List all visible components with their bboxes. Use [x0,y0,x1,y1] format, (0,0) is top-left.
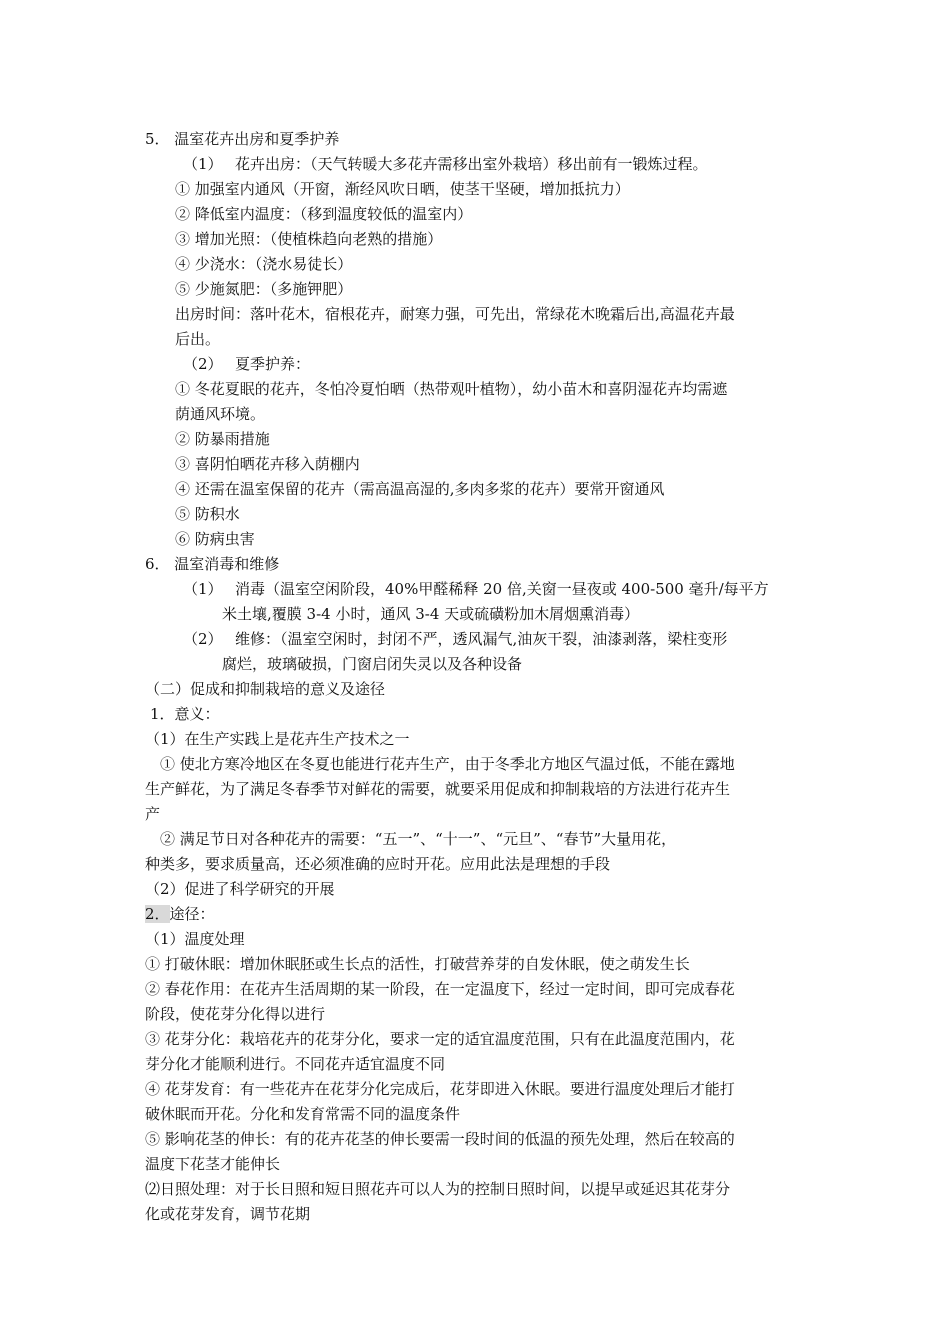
list-item: ③ 花芽分化：栽培花卉的花芽分化，要求一定的适宜温度范围，只有在此温度范围内，花 [145,1030,735,1048]
paragraph-line: ① 使北方寒冷地区在冬夏也能进行花卉生产，由于冬季北方地区气温过低，不能在露地 [160,755,735,773]
subsection-title-text: 途径： [169,905,215,923]
paragraph-line: 消毒（温室空闲阶段，40%甲醛稀释 20 倍,关窗一昼夜或 400-500 毫升/每平方 [235,580,769,598]
list-item: ⑤ 防积水 [175,505,240,523]
subsection-title: 1．意义： [150,705,220,723]
highlighted-number: 2． [145,905,170,923]
paragraph-line: （1）在生产实践上是花卉生产技术之一 [145,730,410,748]
paragraph-line: 化或花芽发育，调节花期 [145,1205,311,1223]
item-1-number: （1） [183,155,223,173]
paragraph-line: （2）促进了科学研究的开展 [145,880,335,898]
list-item-continued: 荫通风环境。 [175,405,266,423]
list-item-continued: 芽分化才能顺利进行。不同花卉适宜温度不同 [145,1055,446,1073]
part-2-title: （二）促成和抑制栽培的意义及途径 [145,680,386,698]
paragraph-line: 后出。 [175,330,221,348]
paragraph-line: 种类多，要求质量高，还必须准确的应时开花。应用此法是理想的手段 [145,855,611,873]
subsection-title [145,902,215,927]
paragraph-line: 生产鲜花，为了满足冬春季节对鲜花的需要，就要采用促成和抑制栽培的方法进行花卉生 [145,780,731,798]
list-item: ① 打破休眠：增加休眠胚或生长点的活性，打破营养芽的自发休眠，使之萌发生长 [145,955,690,973]
list-item-continued: 阶段，使花芽分化得以进行 [145,1005,326,1023]
list-item: ⑥ 防病虫害 [175,530,255,548]
section-5-title: 5． 温室花卉出房和夏季护养 [145,130,340,148]
list-item: ③ 增加光照：（使植株趋向老熟的措施） [175,230,443,248]
paragraph-line: 腐烂，玻璃破损，门窗启闭失灵以及各种设备 [222,655,523,673]
section-6-title: 6． 温室消毒和维修 [145,555,280,573]
list-item: ⑤ 影响花茎的伸长：有的花卉花茎的伸长要需一段时间的低温的预先处理，然后在较高的 [145,1130,735,1148]
item-1-text: 花卉出房：（天气转暖大多花卉需移出室外栽培）移出前有一锻炼过程。 [235,155,708,173]
list-item: ④ 花芽发育：有一些花卉在花芽分化完成后，花芽即进入休眠。要进行温度处理后才能打 [145,1080,735,1098]
paragraph-line: （1）温度处理 [145,930,245,948]
item-2-number: （2） [183,630,223,648]
list-item: ④ 少浇水：（浇水易徒长） [175,255,353,273]
list-item: ③ 喜阴怕晒花卉移入荫棚内 [175,455,360,473]
list-item: ② 降低室内温度：（移到温度较低的温室内） [175,205,473,223]
item-1-number: （1） [183,580,223,598]
paragraph-line: 出房时间：落叶花木，宿根花卉，耐寒力强，可先出，常绿花木晚霜后出,高温花卉最 [175,305,735,323]
item-2-number: （2） [183,355,223,373]
list-item: ④ 还需在温室保留的花卉（需高温高湿的,多肉多浆的花卉）要常开窗通风 [175,480,665,498]
list-item-continued: 温度下花茎才能伸长 [145,1155,281,1173]
paragraph-line: 维修：（温室空闲时，封闭不严，透风漏气,油灰干裂，油漆剥落，梁柱变形 [235,630,728,648]
list-item-continued: 破休眠而开花。分化和发育常需不同的温度条件 [145,1105,461,1123]
paragraph-line: ⑵日照处理：对于长日照和短日照花卉可以人为的控制日照时间，以提早或延迟其花芽分 [145,1180,731,1198]
paragraph-line: 产 [145,805,161,823]
list-item: ② 春花作用：在花卉生活周期的某一阶段，在一定温度下，经过一定时间，即可完成春花 [145,980,735,998]
list-item: ⑤ 少施氮肥：（多施钾肥） [175,280,353,298]
item-2-text: 夏季护养： [235,355,311,373]
paragraph-line: ② 满足节日对各种花卉的需要：“五一”、“十一”、“元旦”、“春节”大量用花， [160,830,677,848]
list-item: ① 冬花夏眠的花卉，冬怕冷夏怕晒（热带观叶植物），幼小苗木和喜阴湿花卉均需遮 [175,380,728,398]
paragraph-line: 米土壤,覆膜 3-4 小时，通风 3-4 天或硫磺粉加木屑烟熏消毒） [222,605,640,623]
list-item: ② 防暴雨措施 [175,430,270,448]
list-item: ① 加强室内通风（开窗，渐经风吹日晒，使茎干坚硬，增加抵抗力） [175,180,630,198]
